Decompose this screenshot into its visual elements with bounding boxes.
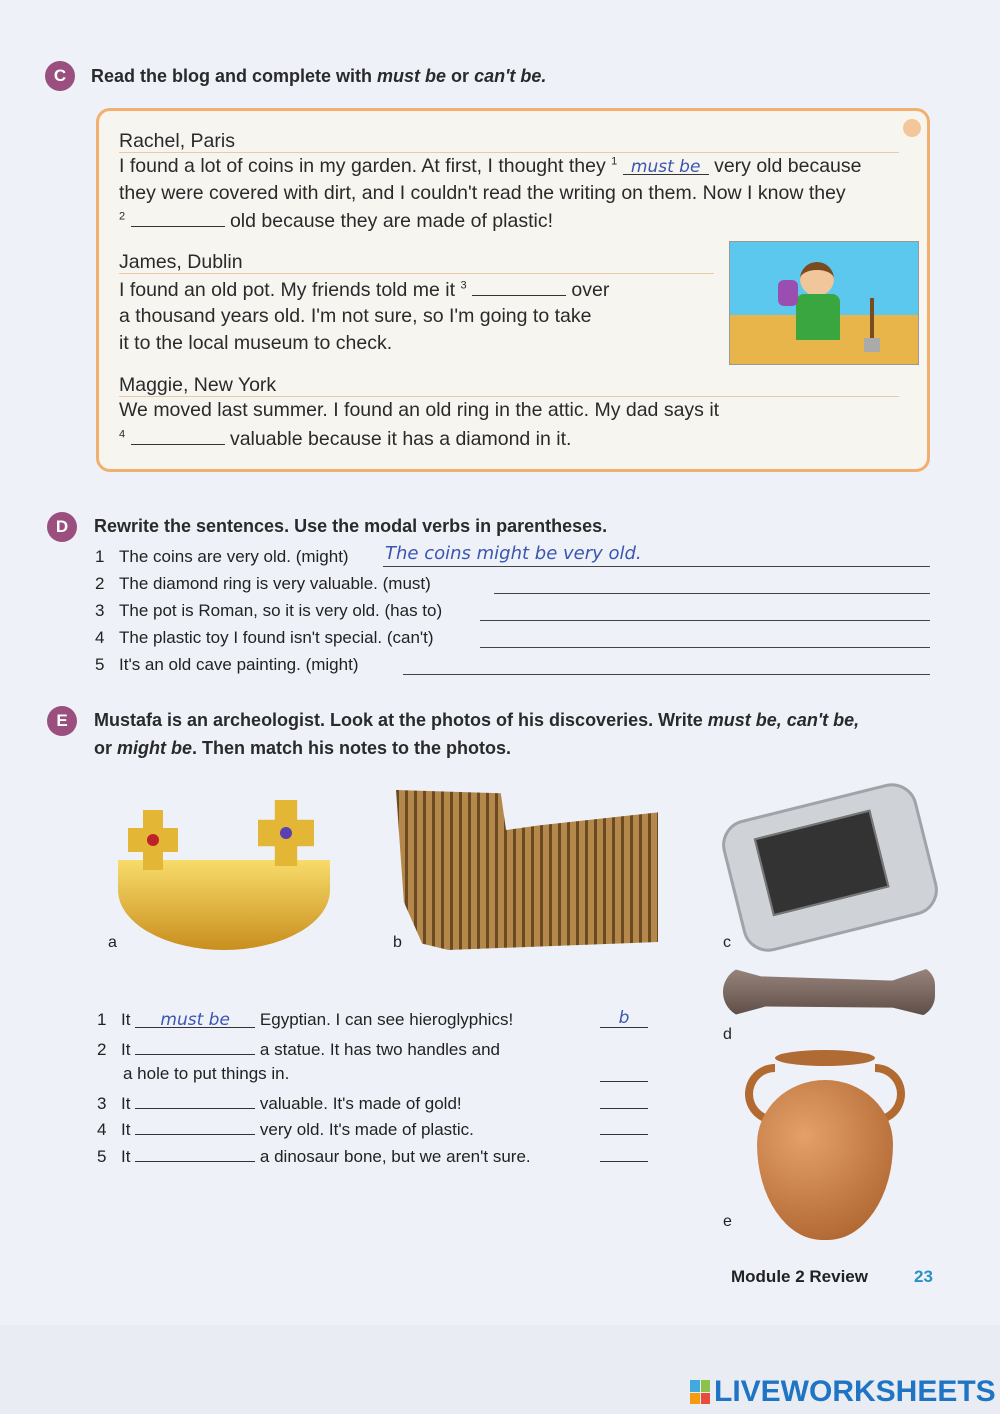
rewrite-answer-input[interactable] xyxy=(496,570,932,592)
rewrite-item xyxy=(95,574,431,594)
decor-dot-icon xyxy=(903,119,921,137)
item-sentence: a statue. It has two handles and xyxy=(259,1040,500,1059)
post-text: $^2$ old because they are made of plastic! xyxy=(119,210,553,232)
answer-line xyxy=(383,566,930,567)
photo-label-c: c xyxy=(723,934,731,951)
item-sentence: The plastic toy I found isn't special. (can't) xyxy=(119,628,434,647)
match-answer-input[interactable] xyxy=(600,1062,648,1082)
section-c-badge: C xyxy=(45,61,75,91)
divider xyxy=(119,273,714,274)
note-item xyxy=(97,1037,500,1060)
item-number: 1 xyxy=(95,547,105,566)
post-text: We moved last summer. I found an old ring in the attic. My dad says it xyxy=(119,399,720,421)
item-subject: It xyxy=(121,1094,131,1113)
modal-answer-input[interactable] xyxy=(135,1091,255,1109)
liveworksheets-logo: LIVEWORKSHEETS xyxy=(690,1375,996,1409)
section-e-badge: E xyxy=(47,706,77,736)
post-text: I found an old pot. My friends told me it $^3$ over xyxy=(119,279,610,301)
match-answer-input[interactable]: b xyxy=(600,1008,648,1028)
item-number: 4 xyxy=(95,628,105,647)
post-text: I found a lot of coins in my garden. At first, I thought they $^1$ must be very old because xyxy=(119,155,862,177)
photo-label-a: a xyxy=(108,934,117,951)
rewrite-answer-input[interactable]: The coins might be very old. xyxy=(385,543,642,564)
modal-answer-input[interactable]: must be xyxy=(135,1010,255,1028)
rewrite-item xyxy=(95,628,434,648)
item-number: 3 xyxy=(97,1094,107,1113)
item-sentence: very old. It's made of plastic. xyxy=(259,1120,474,1139)
divider xyxy=(119,396,899,397)
note-item xyxy=(97,1010,513,1030)
rewrite-answer-input[interactable] xyxy=(405,651,932,673)
item-number: 3 xyxy=(95,601,105,620)
item-number: 1 xyxy=(97,1010,107,1029)
modal-answer-input[interactable] xyxy=(135,1037,255,1055)
post-text: it to the local museum to check. xyxy=(119,332,393,354)
item-subject: It xyxy=(121,1040,131,1059)
rewrite-answer-input[interactable] xyxy=(482,624,932,646)
blank-2-input[interactable] xyxy=(131,209,225,227)
item-subject: It xyxy=(121,1120,131,1139)
answer-line xyxy=(480,620,930,621)
item-sentence: a dinosaur bone, but we aren't sure. xyxy=(259,1147,531,1166)
item-number: 4 xyxy=(97,1120,107,1139)
logo-icon xyxy=(690,1380,710,1404)
item-sentence: Egyptian. I can see hieroglyphics! xyxy=(259,1010,514,1029)
item-sentence: The pot is Roman, so it is very old. (has to) xyxy=(119,601,443,620)
item-number: 5 xyxy=(97,1147,107,1166)
rewrite-item xyxy=(95,547,349,567)
match-answer-input[interactable] xyxy=(600,1142,648,1162)
item-sentence: It's an old cave painting. (might) xyxy=(119,655,359,674)
post-author: Maggie, New York xyxy=(119,374,277,396)
rewrite-answer-input[interactable] xyxy=(482,597,932,619)
item-sentence: a hole to put things in. xyxy=(123,1064,290,1083)
section-e-instruction: or might be. Then match his notes to the photos. xyxy=(94,738,512,758)
crown-photo xyxy=(118,800,330,950)
blog-box xyxy=(96,108,930,472)
section-e-instruction: Mustafa is an archeologist. Look at the photos of his discoveries. Write must be, can't be, xyxy=(94,710,860,730)
photo-label-b: b xyxy=(393,934,402,951)
footer-module: Module 2 Review xyxy=(731,1267,868,1286)
section-d-badge: D xyxy=(47,512,77,542)
item-subject: It xyxy=(121,1147,131,1166)
blank-4-input[interactable] xyxy=(131,427,225,445)
photo-label-d: d xyxy=(723,1026,732,1043)
note-item xyxy=(97,1117,474,1140)
boy-digging-illustration xyxy=(729,241,919,365)
blank-1-input[interactable]: must be xyxy=(623,157,709,175)
modal-answer-input[interactable] xyxy=(135,1117,255,1135)
note-item xyxy=(97,1091,462,1114)
item-sentence: The diamond ring is very valuable. (must) xyxy=(119,574,431,593)
divider xyxy=(119,152,899,153)
answer-line xyxy=(480,647,930,648)
section-d-instruction: Rewrite the sentences. Use the modal verbs in parentheses. xyxy=(94,516,608,536)
post-text: a thousand years old. I'm not sure, so I'm going to take xyxy=(119,305,592,327)
item-number: 2 xyxy=(97,1040,107,1059)
rewrite-item xyxy=(95,655,358,675)
item-sentence: The coins are very old. (might) xyxy=(119,547,349,566)
section-c-instruction: Read the blog and complete with must be or can't be. xyxy=(91,66,547,86)
answer-line xyxy=(494,593,930,594)
item-sentence: valuable. It's made of gold! xyxy=(259,1094,462,1113)
photo-label-e: e xyxy=(723,1213,732,1230)
match-answer-input[interactable] xyxy=(600,1115,648,1135)
post-author: Rachel, Paris xyxy=(119,130,235,152)
post-text: $^4$ valuable because it has a diamond in it. xyxy=(119,428,572,450)
post-author: James, Dublin xyxy=(119,251,243,273)
post-text: they were covered with dirt, and I couldn't read the writing on them. Now I know they xyxy=(119,182,846,204)
note-item xyxy=(97,1144,531,1167)
item-number: 5 xyxy=(95,655,105,674)
page-number: 23 xyxy=(914,1267,933,1286)
clay-pot-photo xyxy=(745,1050,905,1240)
rewrite-item xyxy=(95,601,442,621)
item-number: 2 xyxy=(95,574,105,593)
answer-line xyxy=(403,674,930,675)
modal-answer-input[interactable] xyxy=(135,1144,255,1162)
blank-3-input[interactable] xyxy=(472,278,566,296)
item-subject: It xyxy=(121,1010,131,1029)
match-answer-input[interactable] xyxy=(600,1089,648,1109)
